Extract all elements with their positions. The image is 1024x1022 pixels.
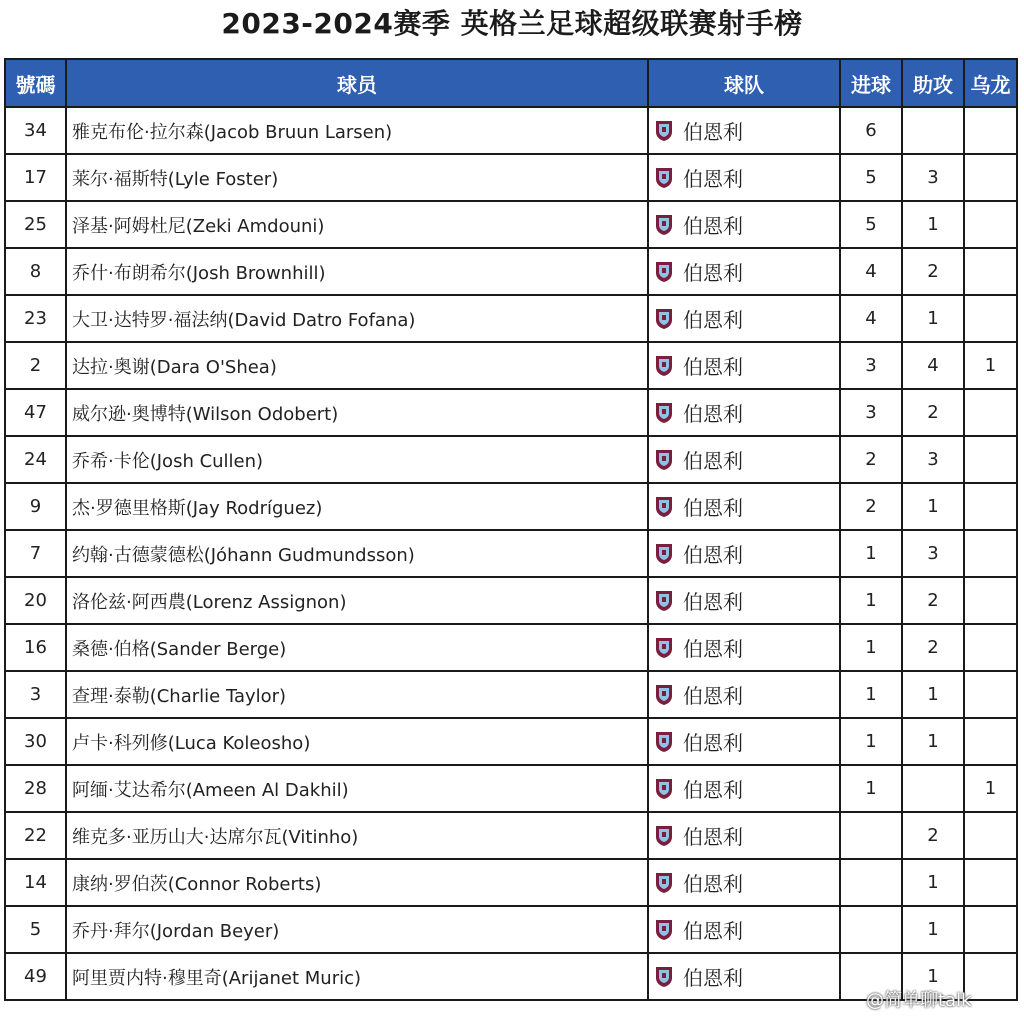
table-row bbox=[5, 812, 1017, 859]
own-goals-cell bbox=[964, 671, 1017, 718]
goals-cell: 2 bbox=[840, 436, 902, 483]
player-name: 乔丹·拜尔(Jordan Beyer) bbox=[66, 906, 648, 953]
team-name: 伯恩利 bbox=[683, 308, 743, 332]
burnley-crest-icon bbox=[655, 355, 673, 377]
burnley-crest-icon bbox=[655, 496, 673, 518]
watermark: @简单聊talk bbox=[866, 990, 972, 1011]
assists-cell: 3 bbox=[902, 436, 964, 483]
page-title: 2023-2024赛季 英格兰足球超级联赛射手榜 bbox=[221, 7, 803, 40]
goals-cell bbox=[840, 906, 902, 953]
table-row bbox=[5, 154, 1017, 201]
player-name: 乔什·布朗希尔(Josh Brownhill) bbox=[66, 248, 648, 295]
assists-cell: 1 bbox=[902, 295, 964, 342]
player-name: 泽基·阿姆杜尼(Zeki Amdouni) bbox=[66, 201, 648, 248]
player-name: 查理·泰勒(Charlie Taylor) bbox=[66, 671, 648, 718]
own-goals-cell bbox=[964, 859, 1017, 906]
team-cell bbox=[648, 342, 840, 389]
own-goals-cell bbox=[964, 624, 1017, 671]
header-player: 球员 bbox=[66, 59, 648, 107]
burnley-crest-icon bbox=[655, 731, 673, 753]
player-number: 25 bbox=[5, 201, 66, 248]
team-name: 伯恩利 bbox=[683, 402, 743, 426]
goals-cell: 3 bbox=[840, 342, 902, 389]
burnley-crest-icon bbox=[655, 872, 673, 894]
assists-cell: 1 bbox=[902, 953, 964, 1000]
player-name: 达拉·奥谢(Dara O'Shea) bbox=[66, 342, 648, 389]
assists-cell: 3 bbox=[902, 154, 964, 201]
player-name: 乔希·卡伦(Josh Cullen) bbox=[66, 436, 648, 483]
player-number: 23 bbox=[5, 295, 66, 342]
assists-cell: 2 bbox=[902, 624, 964, 671]
team-name: 伯恩利 bbox=[683, 966, 743, 990]
team-cell bbox=[648, 718, 840, 765]
goals-cell: 1 bbox=[840, 765, 902, 812]
burnley-crest-icon bbox=[655, 449, 673, 471]
team-cell bbox=[648, 248, 840, 295]
team-name: 伯恩利 bbox=[683, 731, 743, 755]
own-goals-cell bbox=[964, 577, 1017, 624]
player-number: 5 bbox=[5, 906, 66, 953]
goals-cell: 5 bbox=[840, 201, 902, 248]
own-goals-cell bbox=[964, 107, 1017, 154]
player-number: 30 bbox=[5, 718, 66, 765]
goals-cell: 3 bbox=[840, 389, 902, 436]
header-own-goals: 乌龙 bbox=[964, 59, 1017, 107]
own-goals-cell bbox=[964, 436, 1017, 483]
team-name: 伯恩利 bbox=[683, 167, 743, 191]
team-cell bbox=[648, 483, 840, 530]
player-name: 莱尔·福斯特(Lyle Foster) bbox=[66, 154, 648, 201]
player-number: 2 bbox=[5, 342, 66, 389]
header-row bbox=[5, 59, 1017, 107]
team-cell bbox=[648, 577, 840, 624]
table-row bbox=[5, 624, 1017, 671]
burnley-crest-icon bbox=[655, 543, 673, 565]
player-name: 大卫·达特罗·福法纳(David Datro Fofana) bbox=[66, 295, 648, 342]
burnley-crest-icon bbox=[655, 684, 673, 706]
team-name: 伯恩利 bbox=[683, 637, 743, 661]
burnley-crest-icon bbox=[655, 966, 673, 988]
scorers-table bbox=[4, 58, 1018, 1001]
player-number: 16 bbox=[5, 624, 66, 671]
team-cell bbox=[648, 295, 840, 342]
team-name: 伯恩利 bbox=[683, 355, 743, 379]
table-row bbox=[5, 248, 1017, 295]
player-name: 维克多·亚历山大·达席尔瓦(Vitinho) bbox=[66, 812, 648, 859]
player-name: 威尔逊·奥博特(Wilson Odobert) bbox=[66, 389, 648, 436]
assists-cell: 1 bbox=[902, 201, 964, 248]
own-goals-cell: 1 bbox=[964, 342, 1017, 389]
team-cell bbox=[648, 859, 840, 906]
assists-cell: 2 bbox=[902, 577, 964, 624]
table-row bbox=[5, 107, 1017, 154]
team-name: 伯恩利 bbox=[683, 778, 743, 802]
team-name: 伯恩利 bbox=[683, 449, 743, 473]
own-goals-cell bbox=[964, 389, 1017, 436]
team-cell bbox=[648, 906, 840, 953]
player-number: 20 bbox=[5, 577, 66, 624]
player-number: 47 bbox=[5, 389, 66, 436]
goals-cell: 4 bbox=[840, 295, 902, 342]
player-name: 桑德·伯格(Sander Berge) bbox=[66, 624, 648, 671]
table-row bbox=[5, 718, 1017, 765]
player-number: 8 bbox=[5, 248, 66, 295]
player-name: 卢卡·科列修(Luca Koleosho) bbox=[66, 718, 648, 765]
table-row bbox=[5, 436, 1017, 483]
assists-cell: 2 bbox=[902, 248, 964, 295]
player-name: 雅克布伦·拉尔森(Jacob Bruun Larsen) bbox=[66, 107, 648, 154]
player-name: 杰·罗德里格斯(Jay Rodríguez) bbox=[66, 483, 648, 530]
goals-cell: 1 bbox=[840, 671, 902, 718]
player-name: 阿里贾内特·穆里奇(Arijanet Muric) bbox=[66, 953, 648, 1000]
goals-cell: 1 bbox=[840, 577, 902, 624]
team-name: 伯恩利 bbox=[683, 543, 743, 567]
team-cell bbox=[648, 389, 840, 436]
player-number: 3 bbox=[5, 671, 66, 718]
goals-cell: 1 bbox=[840, 624, 902, 671]
table-row bbox=[5, 295, 1017, 342]
burnley-crest-icon bbox=[655, 214, 673, 236]
assists-cell: 1 bbox=[902, 906, 964, 953]
table-row bbox=[5, 765, 1017, 812]
table-row bbox=[5, 530, 1017, 577]
own-goals-cell bbox=[964, 248, 1017, 295]
player-number: 22 bbox=[5, 812, 66, 859]
team-cell bbox=[648, 436, 840, 483]
table-row bbox=[5, 906, 1017, 953]
team-name: 伯恩利 bbox=[683, 496, 743, 520]
header-number: 號碼 bbox=[5, 59, 66, 107]
burnley-crest-icon bbox=[655, 637, 673, 659]
own-goals-cell bbox=[964, 154, 1017, 201]
team-name: 伯恩利 bbox=[683, 825, 743, 849]
assists-cell: 1 bbox=[902, 718, 964, 765]
table-row bbox=[5, 859, 1017, 906]
assists-cell: 2 bbox=[902, 812, 964, 859]
own-goals-cell: 1 bbox=[964, 765, 1017, 812]
burnley-crest-icon bbox=[655, 402, 673, 424]
team-name: 伯恩利 bbox=[683, 590, 743, 614]
team-cell bbox=[648, 154, 840, 201]
player-number: 28 bbox=[5, 765, 66, 812]
team-cell bbox=[648, 107, 840, 154]
goals-cell bbox=[840, 859, 902, 906]
own-goals-cell bbox=[964, 906, 1017, 953]
header-goals: 进球 bbox=[840, 59, 902, 107]
team-cell bbox=[648, 671, 840, 718]
assists-cell bbox=[902, 107, 964, 154]
assists-cell: 1 bbox=[902, 671, 964, 718]
player-number: 34 bbox=[5, 107, 66, 154]
assists-cell: 2 bbox=[902, 389, 964, 436]
table-row bbox=[5, 342, 1017, 389]
table-row bbox=[5, 483, 1017, 530]
own-goals-cell bbox=[964, 530, 1017, 577]
table-row bbox=[5, 671, 1017, 718]
player-number: 14 bbox=[5, 859, 66, 906]
goals-cell: 2 bbox=[840, 483, 902, 530]
burnley-crest-icon bbox=[655, 825, 673, 847]
header-team: 球队 bbox=[648, 59, 840, 107]
table-row bbox=[5, 389, 1017, 436]
team-name: 伯恩利 bbox=[683, 919, 743, 943]
player-name: 康纳·罗伯茨(Connor Roberts) bbox=[66, 859, 648, 906]
team-name: 伯恩利 bbox=[683, 872, 743, 896]
assists-cell: 4 bbox=[902, 342, 964, 389]
team-cell bbox=[648, 953, 840, 1000]
goals-cell: 1 bbox=[840, 718, 902, 765]
team-cell bbox=[648, 812, 840, 859]
player-number: 7 bbox=[5, 530, 66, 577]
burnley-crest-icon bbox=[655, 308, 673, 330]
assists-cell: 3 bbox=[902, 530, 964, 577]
goals-cell: 4 bbox=[840, 248, 902, 295]
burnley-crest-icon bbox=[655, 120, 673, 142]
team-name: 伯恩利 bbox=[683, 261, 743, 285]
player-number: 17 bbox=[5, 154, 66, 201]
own-goals-cell bbox=[964, 295, 1017, 342]
burnley-crest-icon bbox=[655, 778, 673, 800]
team-cell bbox=[648, 530, 840, 577]
team-cell bbox=[648, 624, 840, 671]
team-cell bbox=[648, 201, 840, 248]
burnley-crest-icon bbox=[655, 167, 673, 189]
assists-cell: 1 bbox=[902, 859, 964, 906]
team-name: 伯恩利 bbox=[683, 120, 743, 144]
table-row bbox=[5, 577, 1017, 624]
own-goals-cell bbox=[964, 718, 1017, 765]
table-row bbox=[5, 201, 1017, 248]
player-name: 洛伦兹·阿西農(Lorenz Assignon) bbox=[66, 577, 648, 624]
assists-cell bbox=[902, 765, 964, 812]
assists-cell: 1 bbox=[902, 483, 964, 530]
header-assists: 助攻 bbox=[902, 59, 964, 107]
player-number: 24 bbox=[5, 436, 66, 483]
burnley-crest-icon bbox=[655, 919, 673, 941]
own-goals-cell bbox=[964, 812, 1017, 859]
team-name: 伯恩利 bbox=[683, 684, 743, 708]
player-number: 49 bbox=[5, 953, 66, 1000]
player-name: 阿缅·艾达希尔(Ameen Al Dakhil) bbox=[66, 765, 648, 812]
burnley-crest-icon bbox=[655, 261, 673, 283]
goals-cell: 6 bbox=[840, 107, 902, 154]
own-goals-cell bbox=[964, 483, 1017, 530]
player-name: 约翰·古德蒙德松(Jóhann Gudmundsson) bbox=[66, 530, 648, 577]
player-number: 9 bbox=[5, 483, 66, 530]
goals-cell: 5 bbox=[840, 154, 902, 201]
goals-cell bbox=[840, 812, 902, 859]
burnley-crest-icon bbox=[655, 590, 673, 612]
goals-cell: 1 bbox=[840, 530, 902, 577]
team-cell bbox=[648, 765, 840, 812]
own-goals-cell bbox=[964, 201, 1017, 248]
team-name: 伯恩利 bbox=[683, 214, 743, 238]
